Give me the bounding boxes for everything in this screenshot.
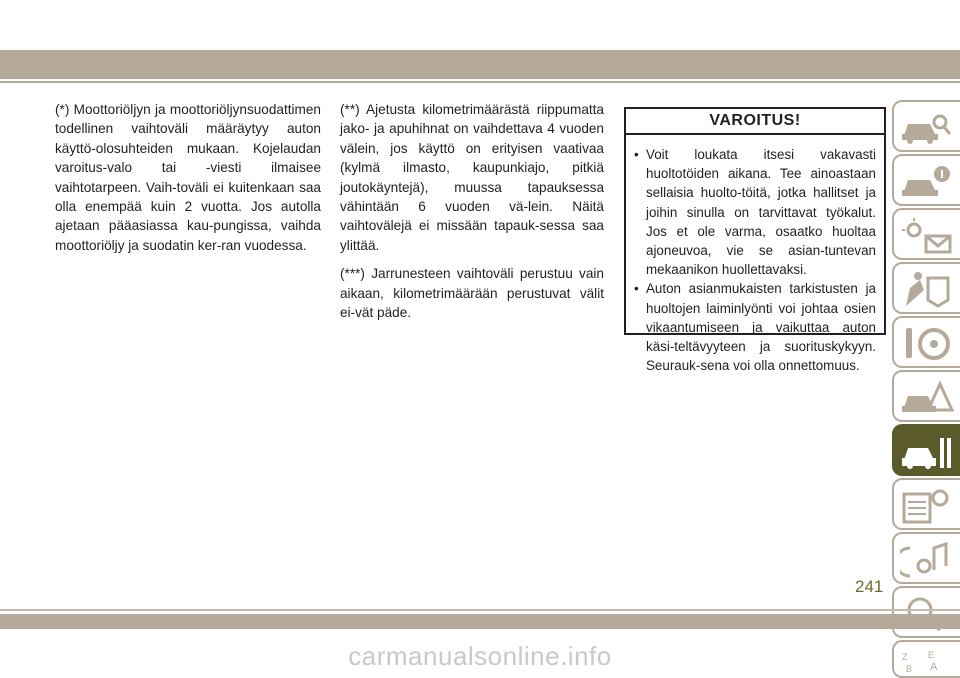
footnote-brake-fluid: (***) Jarrunesteen vaihtoväli perustuu vain aikaan, kilometrimäärään perustuvat välit ei-vät päde.	[340, 266, 604, 321]
warning-box	[624, 107, 886, 374]
warning-item: • Voit loukata itsesi vakavasti huoltotöiden aikana. Tee ainoastaan sellaisia huolto-töitä, jotka hallitset ja joihin sinulla on tarvittavat työkalut. Jos et ole varma, osaatko huoltaa ajoneuvoa, vie se asian-tuntevan mekaanikon huollettavaksi.	[634, 145, 876, 279]
car-search-icon	[900, 108, 956, 148]
watermark: carmanualsonline.info	[348, 641, 612, 671]
safety-airbag-icon	[900, 270, 956, 310]
warning-lights-icon	[900, 216, 956, 256]
footnote-belts: (**) Ajetusta kilometrimäärästä riippumatta jako- ja apuhihnat on vaihdettava 4 vuoden välein, jos käyttö on erityisen vaativaa (kylmä ilmasto, kaupunkiajo, pitkiä joutokäyntejä), muussa tapauksessa vähintään 6 vuoden vä-lein. Näitä vaihtovälejä ei missään tapauk-sessa saa ylittää.	[340, 102, 604, 253]
tab-driving[interactable]	[892, 316, 960, 368]
svg-text:E: E	[928, 650, 935, 660]
tab-emergency[interactable]	[892, 370, 960, 422]
svg-text:B: B	[906, 664, 913, 674]
car-info-icon	[900, 162, 956, 202]
svg-text:Z: Z	[902, 652, 908, 662]
tab-warning-lights[interactable]	[892, 208, 960, 260]
warning-title: VAROITUS!	[626, 109, 884, 135]
steering-wheel-icon	[900, 324, 956, 364]
specifications-icon	[900, 486, 956, 526]
tab-safety[interactable]	[892, 262, 960, 314]
header-band	[0, 50, 960, 79]
tab-car-info[interactable]	[892, 154, 960, 206]
multimedia-icon	[900, 540, 956, 580]
warning-item: • Auton asianmukaisten tarkistusten ja huoltojen laiminlyönti voi johtaa osien vikaantumiseen ja vaikuttaa auton käsi-teltävyyteen ja suorituskykyyn. Seurauk-sena voi olla onnettomuus.	[634, 279, 876, 375]
text-column-2	[340, 100, 604, 331]
tab-car-search[interactable]	[892, 100, 960, 152]
tab-specifications[interactable]	[892, 478, 960, 530]
page-number: 241	[855, 577, 884, 596]
car-maintenance-icon	[900, 432, 956, 472]
footer-rule	[0, 609, 960, 611]
tab-search[interactable]	[892, 586, 960, 638]
svg-text:A: A	[930, 661, 938, 673]
roadside-emergency-icon	[900, 378, 956, 418]
footer-band	[0, 614, 960, 629]
warning-list	[626, 135, 884, 375]
footnote-oil-change: (*) Moottoriöljyn ja moottoriöljynsuodattimen todellinen vaihtoväli määräytyy auton käyttö-olosuhteiden mukaan. Kojelaudan varoitus-valo tai -viesti ilmaisee vaihtotarpeen. Vaih-toväli ei kuitenkaan saa olla enempää kuin 2 vuotta. Jos autolla ajetaan pääasiassa kau-pungissa, vaihda moottoriöljy ja suodatin ker-ran vuodessa.	[55, 102, 321, 253]
tab-maintenance[interactable]	[892, 424, 960, 476]
tab-multimedia[interactable]	[892, 532, 960, 584]
text-column-1	[55, 100, 321, 264]
